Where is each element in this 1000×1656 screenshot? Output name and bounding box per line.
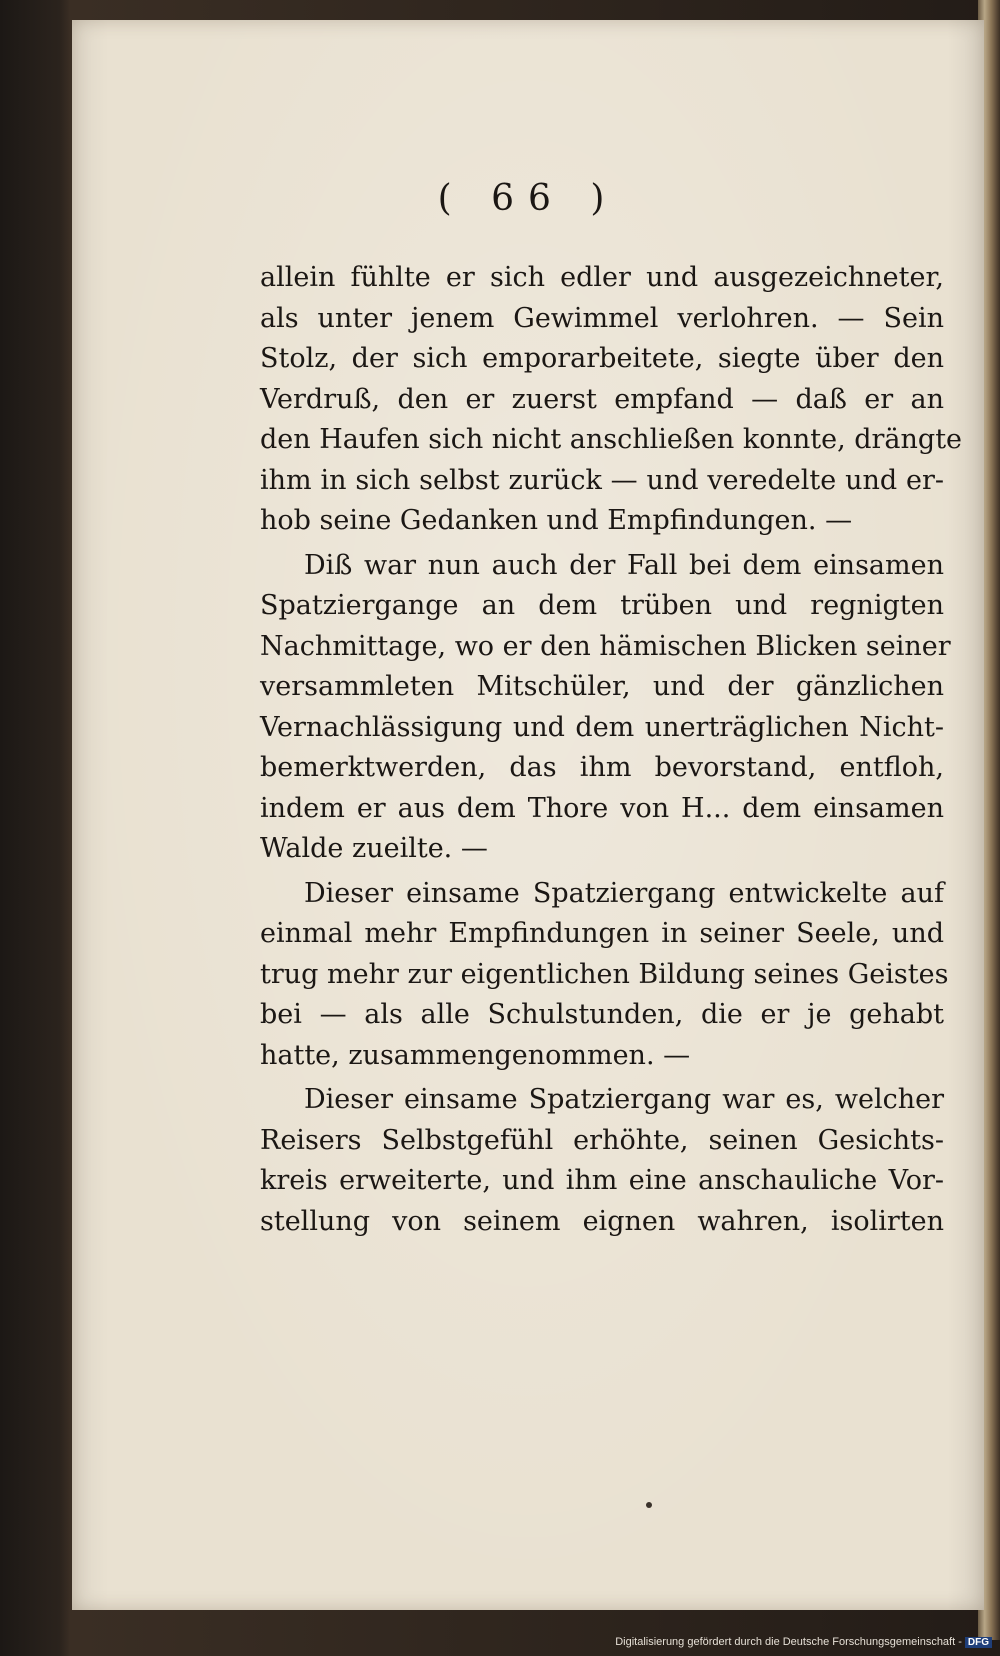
paragraph-2	[260, 546, 951, 870]
text-line: Spatziergange an dem trüben und regnigten	[260, 590, 944, 621]
text-line: bei — als alle Schulstunden, die er je gehabt	[260, 999, 944, 1030]
book-page	[72, 20, 984, 1610]
text-line: kreis erweiterte, und ihm eine anschauliche Vor-	[260, 1165, 944, 1196]
text-line: Vernachlässigung und dem unerträglichen Nicht-	[260, 711, 944, 743]
text-line: allein fühlte er sich edler und ausgezeichneter,	[260, 262, 944, 293]
text-line: versammleten Mitschüler, und der gänzlichen	[260, 671, 944, 702]
text-line: trug mehr zur eigentlichen Bildung seines Geistes	[260, 958, 949, 990]
text-line: hatte, zusammengenommen. —	[260, 1039, 691, 1071]
text-line: den Haufen sich nicht anschließen konnte, drängte	[260, 424, 963, 455]
text-line: Stolz, der sich emporarbeitete, siegte über den	[260, 343, 944, 374]
text-line: Dieser einsame Spatziergang entwickelte auf	[304, 877, 944, 909]
dfg-logo: DFG	[965, 1637, 992, 1648]
text-line: als unter jenem Gewimmel verlohren. — Sein	[260, 302, 944, 334]
text-line: hob seine Gedanken und Empfindungen. —	[260, 505, 853, 536]
text-line: Nachmittage, wo er den hämischen Blicken seiner	[260, 630, 951, 662]
paragraph-1	[260, 258, 963, 542]
text-line: bemerktwerden, das ihm bevorstand, entfloh,	[260, 752, 944, 783]
text-line: Verdruß, den er zuerst empfand — daß er an	[260, 383, 944, 415]
text-line: Dieser einsame Spatziergang war es, welcher	[304, 1084, 944, 1115]
text-line: ihm in sich selbst zurück — und veredelte und er-	[260, 464, 944, 496]
text-line: Reisers Selbstgefühl erhöhte, seinen Gesichts-	[260, 1124, 944, 1156]
text-line: Diß war nun auch der Fall bei dem einsamen	[304, 549, 944, 581]
ink-dot-mark	[646, 1502, 652, 1508]
digitization-credit	[615, 1636, 992, 1648]
text-block	[260, 258, 963, 1242]
text-line: indem er aus dem Thore von H... dem einsamen	[260, 792, 944, 824]
paragraph-4	[260, 1080, 944, 1242]
text-line: einmal mehr Empfindungen in seiner Seele, und	[260, 918, 944, 949]
credit-text: Digitalisierung gefördert durch die Deutsche Forschungsgemeinschaft -	[615, 1636, 962, 1648]
page-number: ( 66 )	[437, 178, 619, 219]
text-line: Walde zueilte. —	[260, 833, 488, 864]
paragraph-3	[260, 874, 949, 1077]
text-line: stellung von seinem eignen wahren, isolirten	[260, 1205, 944, 1237]
